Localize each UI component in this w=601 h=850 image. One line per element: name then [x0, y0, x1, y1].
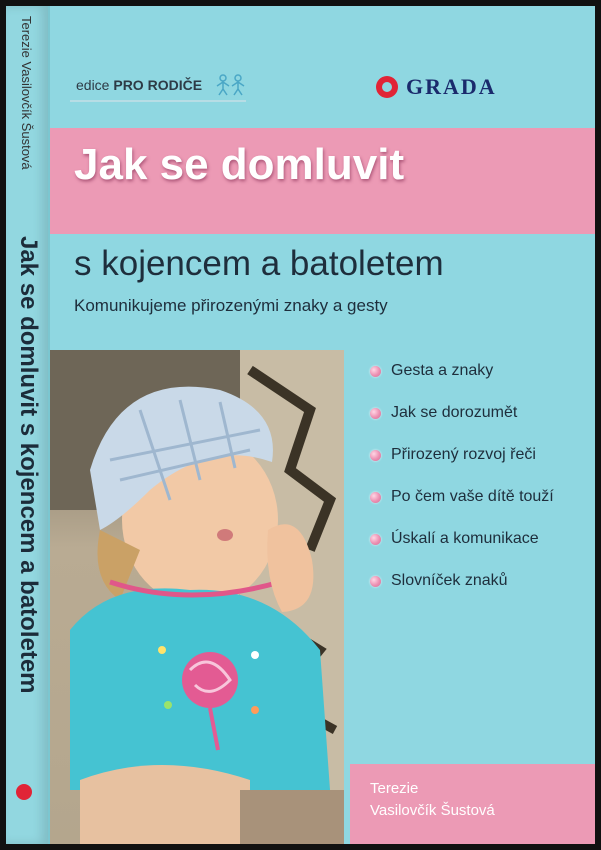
topic-item	[370, 518, 554, 560]
topic-label: Slovníček znaků	[391, 572, 508, 589]
series-prefix: edice	[76, 77, 114, 94]
child-photo	[50, 350, 344, 844]
topic-item	[370, 434, 554, 476]
book-spine	[6, 6, 50, 844]
pink-bullet-icon	[370, 492, 381, 503]
pink-bullet-icon	[370, 450, 381, 461]
author-last-name: Vasilovčík Šustová	[370, 802, 495, 819]
spine-author: Terezie Vasilovčík Šustová	[19, 16, 34, 170]
book-cover	[6, 6, 595, 844]
topic-item	[370, 392, 554, 434]
topic-list	[370, 350, 554, 602]
topic-label: Po čem vaše dítě touží	[391, 488, 554, 505]
topic-item	[370, 476, 554, 518]
topic-item	[370, 560, 554, 602]
front-cover	[50, 6, 595, 844]
pink-bullet-icon	[370, 576, 381, 587]
spine-title: Jak se domluvit s kojencem a batoletem	[15, 236, 42, 694]
topic-label: Přirozený rozvoj řeči	[391, 446, 536, 463]
topic-item	[370, 350, 554, 392]
series-divider	[70, 100, 246, 102]
book-title: Jak se domluvit	[74, 140, 405, 189]
author-first-name: Terezie	[370, 780, 419, 797]
author-band	[350, 764, 595, 844]
topic-label: Úskalí a komunikace	[391, 530, 539, 547]
children-icon	[214, 74, 248, 99]
pink-bullet-icon	[370, 408, 381, 419]
series-label	[76, 74, 248, 99]
grada-mark-icon	[16, 784, 32, 800]
book-tagline: Komunikujeme přirozenými znaky a gesty	[74, 296, 388, 315]
topic-label: Jak se dorozumět	[391, 404, 518, 421]
grada-mark-icon	[376, 76, 398, 98]
topic-label: Gesta a znaky	[391, 362, 494, 379]
pink-bullet-icon	[370, 366, 381, 377]
pink-bullet-icon	[370, 534, 381, 545]
book-subtitle: s kojencem a batoletem	[74, 244, 444, 283]
series-name: PRO RODIČE	[113, 77, 203, 94]
publisher-logo	[376, 74, 497, 100]
publisher-name: GRADA	[406, 74, 497, 99]
